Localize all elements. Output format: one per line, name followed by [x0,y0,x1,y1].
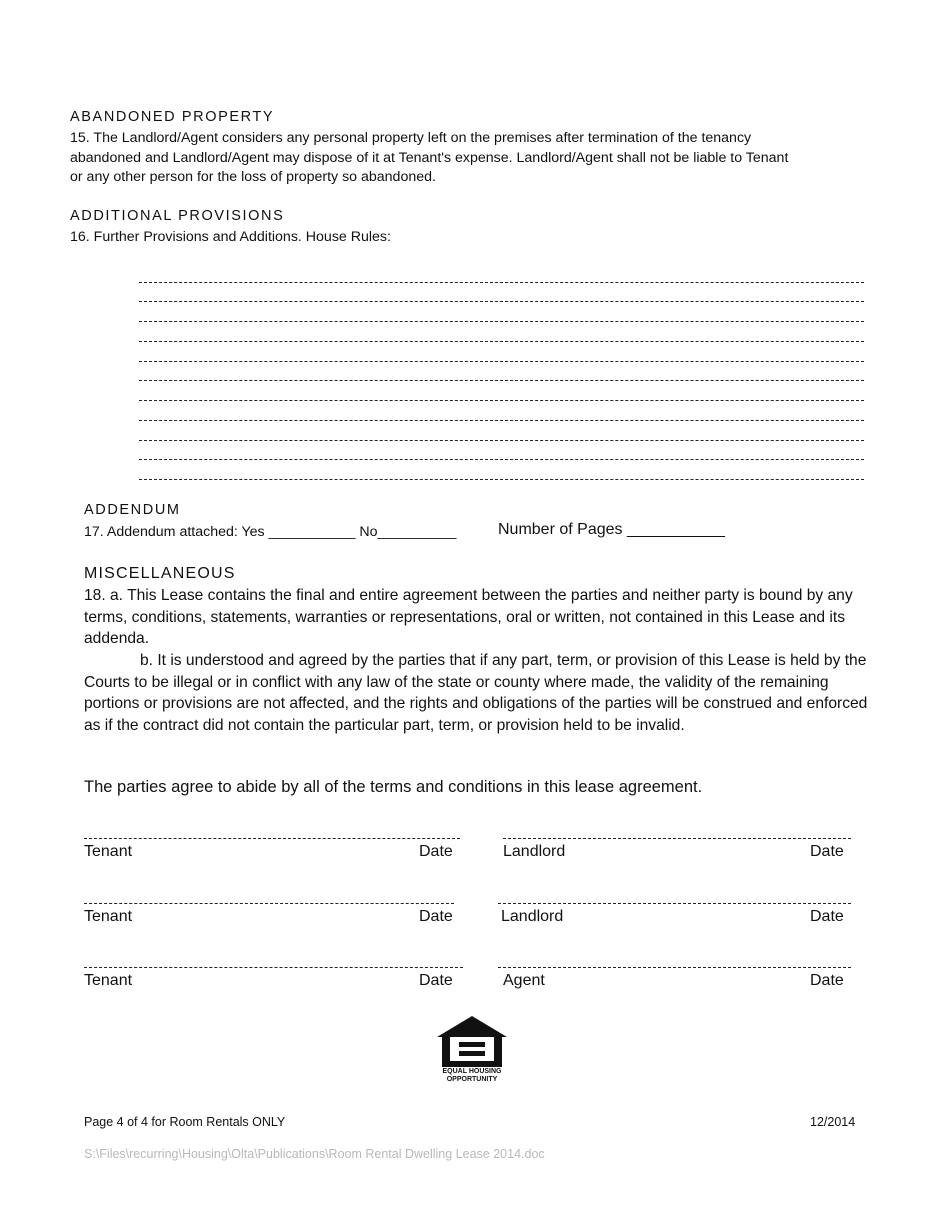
revision-date: 12/2014 [810,1115,856,1129]
landlord-label: Landlord [501,908,564,925]
additional-provisions-heading: ADDITIONAL PROVISIONS [70,208,285,224]
equal-housing-icon [436,1015,508,1071]
date-label: Date [810,908,844,925]
parties-agreement-statement: The parties agree to abide by all of the terms and conditions in this lease agreement. [84,778,703,796]
house-rules-line[interactable] [139,479,864,480]
equal-housing-text: EQUAL HOUSING [442,1068,502,1075]
landlord-signature-line[interactable] [498,903,851,904]
page-footer-label: Page 4 of 4 for Room Rentals ONLY [84,1115,286,1129]
tenant-label: Tenant [84,908,133,925]
house-rules-line[interactable] [139,380,864,381]
addendum-heading: ADDENDUM [84,502,181,518]
house-rules-line[interactable] [139,282,864,283]
abandoned-property-heading: ABANDONED PROPERTY [70,109,275,125]
house-rules-line[interactable] [139,321,864,322]
abandoned-property-line-1: 15. The Landlord/Agent considers any personal property left on the premises after termination of the tenancy [70,130,752,146]
house-rules-label: 16. Further Provisions and Additions. House Rules: [70,229,391,245]
house-rules-line[interactable] [139,400,864,401]
landlord-signature-line[interactable] [503,838,851,839]
date-label: Date [810,843,844,860]
house-rules-line[interactable] [139,341,864,342]
agent-label: Agent [503,972,545,989]
date-label: Date [419,908,453,925]
date-label: Date [419,843,453,860]
house-rules-line[interactable] [139,301,864,302]
miscellaneous-paragraph-b: b. It is understood and agreed by the parties that if any part, term, or provision of this Lease is held by the Courts to be illegal or in conflict with any law of the state or county where made, the validity of the remaining portions or provisions are not affected, and the rights and obligations of the parties will be construed and enforced as if the contract did not contain the particular part, term, or provision held to be invalid. [84,652,868,734]
landlord-label: Landlord [503,843,566,860]
tenant-signature-line[interactable] [84,967,463,968]
date-label: Date [810,972,844,989]
tenant-label: Tenant [84,972,133,989]
house-rules-line[interactable] [139,440,864,441]
miscellaneous-heading: MISCELLANEOUS [84,565,236,582]
opportunity-text: OPPORTUNITY [446,1075,498,1083]
agent-signature-line[interactable] [498,967,851,968]
miscellaneous-paragraph-a: 18. a. This Lease contains the final and entire agreement between the parties and neither party is bound by any terms, conditions, statements, warranties or representations, oral or written, not contained in this Lease and its addenda. [84,587,853,647]
number-of-pages-field[interactable]: Number of Pages ___________ [498,521,725,538]
file-path: S:\Files\recurring\Housing\Olta\Publications\Room Rental Dwelling Lease 2014.doc [84,1147,545,1161]
addendum-attached-field[interactable]: 17. Addendum attached: Yes ___________ No__________ [84,524,457,540]
date-label: Date [419,972,453,989]
equal-housing-logo [436,1015,508,1085]
tenant-signature-line[interactable] [84,903,454,904]
abandoned-property-line-2: abandoned and Landlord/Agent may dispose of it at Tenant's expense. Landlord/Agent shall not be liable to Tenant [70,150,789,166]
abandoned-property-line-3: or any other person for the loss of property so abandoned. [70,169,436,185]
house-rules-line[interactable] [139,420,864,421]
tenant-signature-line[interactable] [84,838,460,839]
tenant-label: Tenant [84,843,133,860]
house-rules-line[interactable] [139,459,864,460]
house-rules-line[interactable] [139,361,864,362]
